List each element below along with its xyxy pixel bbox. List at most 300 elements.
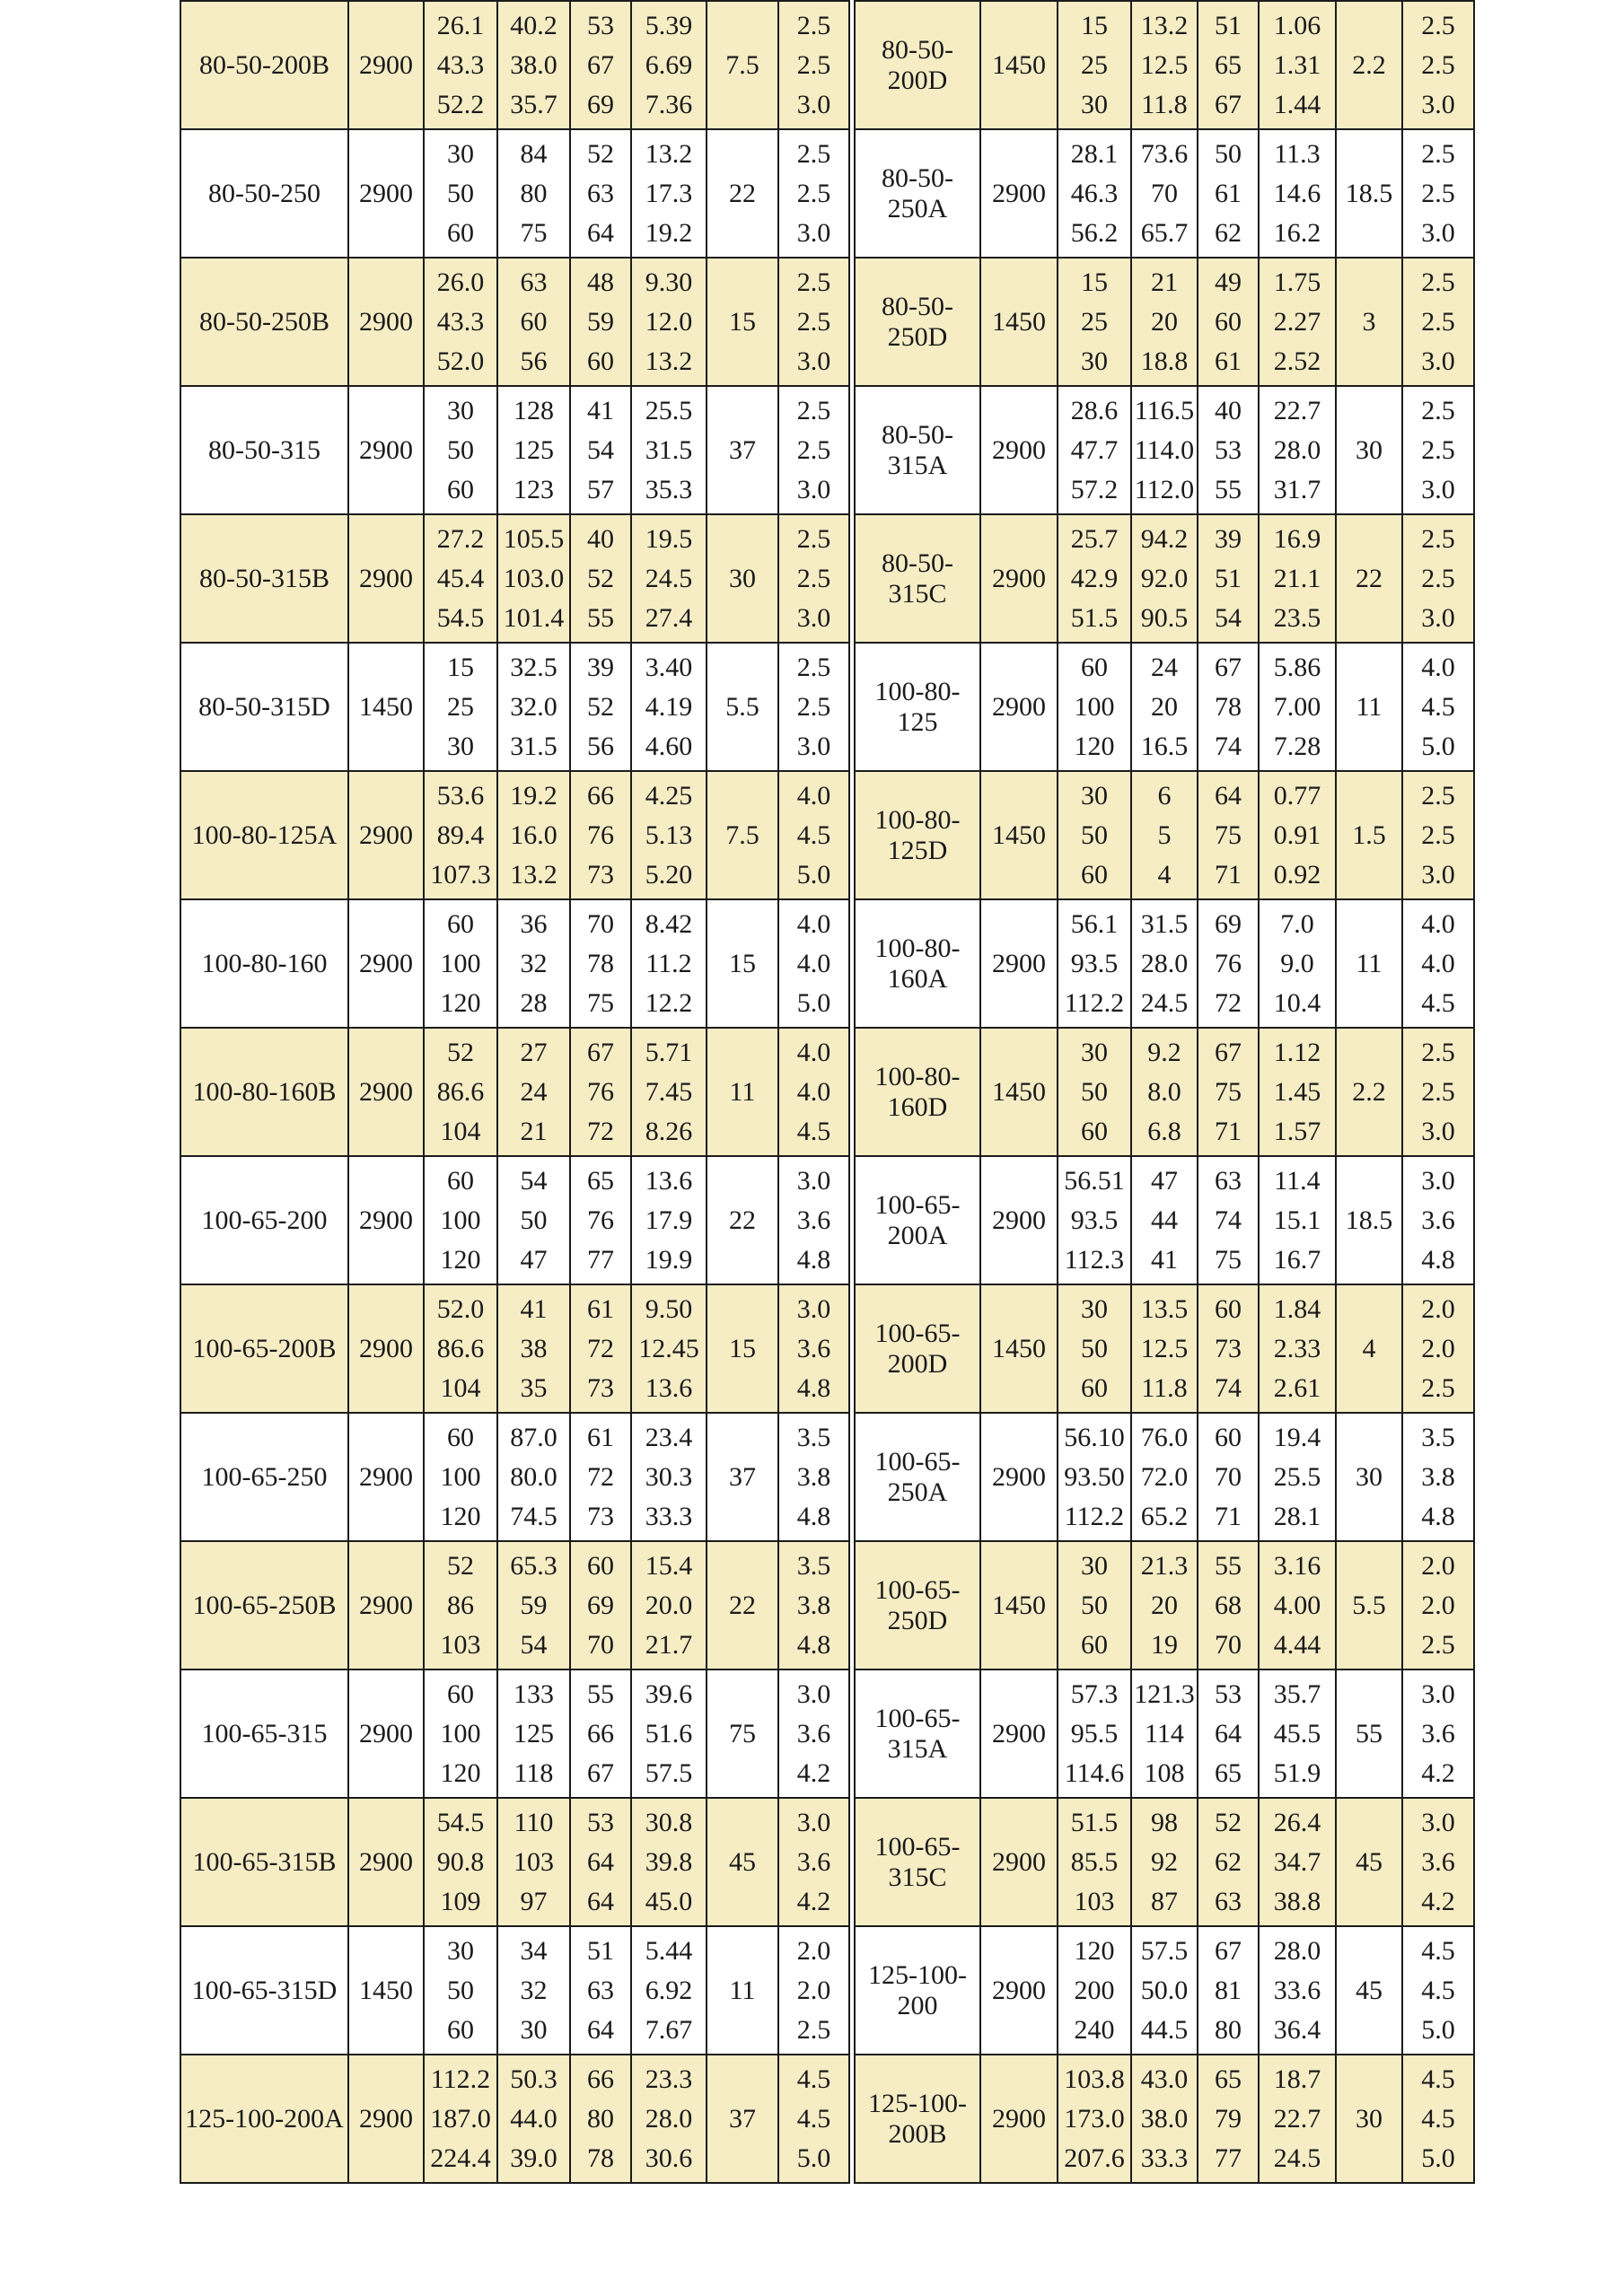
- value-line: 51.9: [1273, 1757, 1321, 1788]
- motor-power-cell: 2.2: [1336, 1, 1402, 129]
- motor-power-cell: 5.5: [707, 643, 778, 771]
- power-cell: [1259, 643, 1336, 771]
- value-line: 60: [1215, 1293, 1242, 1324]
- value-line: 120: [1074, 1935, 1115, 1966]
- value-line: 6.92: [645, 1975, 693, 2005]
- speed-cell: 2900: [348, 1156, 424, 1284]
- value-line: 73: [587, 1501, 614, 1531]
- motor-power-cell: 75: [707, 1669, 778, 1798]
- value-line: 76: [587, 819, 614, 850]
- value-line: 51.5: [1070, 602, 1119, 633]
- value-line: 60: [587, 1550, 614, 1581]
- value-line: 60: [1081, 1116, 1108, 1146]
- value-line: 52: [587, 563, 614, 593]
- value-line: 5: [1157, 819, 1172, 850]
- motor-power-cell: 45: [1336, 1926, 1402, 2055]
- value-line: 30: [447, 395, 474, 425]
- value-line: 40: [587, 523, 614, 554]
- value-line: 2.5: [1421, 1037, 1455, 1067]
- power-cell: [1259, 129, 1336, 258]
- value-line: 3.6: [1421, 1205, 1455, 1235]
- flow-cell: [1058, 386, 1131, 514]
- speed-cell: 2900: [980, 899, 1058, 1028]
- value-line: 100: [440, 1718, 481, 1748]
- table-row: [180, 643, 849, 771]
- value-line: 13.6: [645, 1165, 693, 1196]
- value-line: 6.69: [645, 49, 693, 80]
- value-line: 11.3: [1274, 138, 1321, 169]
- value-line: 43.3: [436, 49, 485, 80]
- value-line: 60: [447, 908, 474, 939]
- value-line: 50.0: [1140, 1975, 1189, 2005]
- value-line: 74.5: [510, 1501, 557, 1531]
- value-line: 17.9: [645, 1205, 693, 1235]
- motor-power-cell: 22: [1336, 514, 1402, 643]
- value-line: 41: [1151, 1244, 1178, 1275]
- model-cell: 100-65-200D: [855, 1284, 980, 1413]
- head-cell: [1131, 1669, 1198, 1798]
- value-line: 105.5: [503, 523, 565, 554]
- table-row: [180, 1926, 849, 2055]
- value-line: 77: [1215, 2143, 1242, 2173]
- value-line: 3.0: [1421, 217, 1455, 248]
- head-cell: [1131, 1156, 1198, 1284]
- value-line: 16.2: [1273, 217, 1321, 248]
- value-line: 12.0: [645, 306, 693, 337]
- value-line: 5.0: [1421, 731, 1455, 761]
- value-line: 4.8: [796, 1372, 831, 1403]
- npsh-cell: [778, 386, 849, 514]
- value-line: 13.6: [645, 1372, 693, 1403]
- head-cell: [1131, 386, 1198, 514]
- efficiency-cell: [570, 771, 631, 899]
- model-cell: 80-50-315: [180, 386, 348, 514]
- pump-table-right-half: [854, 0, 1475, 2184]
- power-cell: [1259, 1926, 1336, 2055]
- value-line: 16.9: [1273, 523, 1321, 554]
- value-line: 104: [440, 1116, 481, 1146]
- table-row: [180, 771, 849, 899]
- value-line: 38: [520, 1333, 548, 1363]
- left-table-body: [180, 1, 849, 2183]
- motor-power-cell: 22: [707, 129, 778, 258]
- value-line: 5.0: [1421, 2143, 1455, 2173]
- speed-cell: 2900: [980, 1926, 1058, 2055]
- value-line: 63: [520, 267, 548, 297]
- motor-power-cell: 7.5: [707, 1, 778, 129]
- flow-cell: [1058, 1413, 1131, 1541]
- value-line: 67: [587, 49, 614, 80]
- value-line: 25: [1081, 49, 1108, 80]
- value-line: 3.16: [1273, 1550, 1321, 1581]
- value-line: 224.4: [430, 2143, 491, 2173]
- value-line: 2.33: [1273, 1333, 1321, 1363]
- motor-power-cell: 2.2: [1336, 1028, 1402, 1156]
- value-line: 60: [1081, 652, 1108, 682]
- right-table-body: [855, 1, 1474, 2183]
- value-line: 60: [1081, 1629, 1108, 1660]
- motor-power-cell: 22: [707, 1156, 778, 1284]
- table-row: [855, 2055, 1474, 2183]
- value-line: 63: [587, 178, 614, 208]
- value-line: 4.19: [645, 691, 693, 722]
- value-line: 95.5: [1070, 1718, 1119, 1748]
- value-line: 116.5: [1134, 395, 1195, 425]
- value-line: 60: [447, 217, 474, 248]
- speed-cell: 1450: [980, 258, 1058, 386]
- model-cell: 100-80-160D: [855, 1028, 980, 1156]
- value-line: 207.6: [1064, 2143, 1125, 2173]
- npsh-cell: [778, 1926, 849, 2055]
- value-line: 50: [447, 178, 474, 208]
- npsh-cell: [1402, 258, 1474, 386]
- value-line: 52: [447, 1037, 474, 1067]
- flow-cell: [1058, 643, 1131, 771]
- value-line: 53: [1215, 434, 1242, 465]
- npsh-cell: [1402, 129, 1474, 258]
- flow-cell: [1058, 1926, 1131, 2055]
- value-line: 3.0: [796, 1807, 831, 1837]
- value-line: 44: [1151, 1205, 1178, 1235]
- value-line: 54: [520, 1165, 548, 1196]
- value-line: 0.77: [1273, 780, 1321, 811]
- efficiency-cell: [1198, 514, 1259, 643]
- value-line: 86.6: [436, 1076, 485, 1107]
- value-line: 92.0: [1140, 563, 1189, 593]
- npsh-cell: [1402, 1028, 1474, 1156]
- flow-cell: [1058, 258, 1131, 386]
- value-line: 80: [1215, 2014, 1242, 2045]
- value-line: 53: [587, 10, 614, 40]
- power-cell: [631, 1798, 707, 1926]
- value-line: 2.5: [1421, 1629, 1455, 1660]
- value-line: 4.0: [796, 908, 831, 939]
- efficiency-cell: [1198, 1284, 1259, 1413]
- value-line: 4.0: [796, 1037, 831, 1067]
- speed-cell: 2900: [980, 1413, 1058, 1541]
- value-line: 4.0: [796, 948, 831, 978]
- speed-cell: 2900: [980, 1669, 1058, 1798]
- table-row: [180, 1156, 849, 1284]
- value-line: 8.26: [645, 1116, 693, 1146]
- value-line: 54.5: [436, 1807, 485, 1837]
- speed-cell: 2900: [348, 514, 424, 643]
- value-line: 45.5: [1273, 1718, 1321, 1748]
- npsh-cell: [1402, 2055, 1474, 2183]
- efficiency-cell: [1198, 1028, 1259, 1156]
- value-line: 36.4: [1273, 2014, 1321, 2045]
- value-line: 4.0: [1421, 948, 1455, 978]
- power-cell: [631, 1284, 707, 1413]
- head-cell: [497, 1413, 570, 1541]
- flow-cell: [1058, 1798, 1131, 1926]
- table-row: [855, 899, 1474, 1028]
- value-line: 19.4: [1273, 1422, 1321, 1452]
- value-line: 4.5: [1421, 691, 1455, 722]
- motor-power-cell: 45: [1336, 1798, 1402, 1926]
- table-row: [855, 1926, 1474, 2055]
- head-cell: [497, 1284, 570, 1413]
- value-line: 65: [1215, 49, 1242, 80]
- table-row: [855, 1028, 1474, 1156]
- value-line: 30: [447, 1935, 474, 1966]
- model-cell: 80-50-315C: [855, 514, 980, 643]
- npsh-cell: [778, 1284, 849, 1413]
- value-line: 14.6: [1273, 178, 1321, 208]
- model-cell: 100-80-160A: [855, 899, 980, 1028]
- value-line: 39.0: [510, 2143, 557, 2173]
- value-line: 62: [1215, 1846, 1242, 1877]
- pump-spec-table: [180, 0, 1475, 2184]
- efficiency-cell: [1198, 1926, 1259, 2055]
- value-line: 86.6: [436, 1333, 485, 1363]
- value-line: 2.5: [1421, 138, 1455, 169]
- head-cell: [497, 1156, 570, 1284]
- value-line: 45.4: [436, 563, 485, 593]
- power-cell: [631, 258, 707, 386]
- table-row: [180, 2055, 849, 2183]
- flow-cell: [1058, 1541, 1131, 1669]
- model-cell: 100-65-200B: [180, 1284, 348, 1413]
- value-line: 52: [587, 138, 614, 169]
- value-line: 90.5: [1140, 602, 1189, 633]
- value-line: 26.0: [436, 267, 485, 297]
- table-row: [855, 386, 1474, 514]
- value-line: 103: [514, 1846, 554, 1877]
- value-line: 120: [440, 1501, 481, 1531]
- value-line: 60: [447, 474, 474, 504]
- value-line: 84: [520, 138, 548, 169]
- value-line: 3.8: [796, 1461, 831, 1492]
- value-line: 3.5: [1421, 1422, 1455, 1452]
- value-line: 4.2: [796, 1886, 831, 1916]
- flow-cell: [424, 514, 497, 643]
- table-row: [180, 514, 849, 643]
- value-line: 187.0: [430, 2103, 491, 2134]
- value-line: 103.8: [1064, 2064, 1125, 2094]
- motor-power-cell: 11: [1336, 643, 1402, 771]
- value-line: 23.3: [645, 2064, 693, 2094]
- head-cell: [497, 2055, 570, 2183]
- value-line: 52: [1215, 1807, 1242, 1837]
- value-line: 100: [440, 1461, 481, 1492]
- value-line: 79: [1215, 2103, 1242, 2134]
- npsh-cell: [1402, 386, 1474, 514]
- value-line: 3.0: [1421, 1116, 1455, 1146]
- value-line: 62: [1215, 217, 1242, 248]
- speed-cell: 2900: [348, 1669, 424, 1798]
- npsh-cell: [1402, 1156, 1474, 1284]
- value-line: 3.6: [1421, 1718, 1455, 1748]
- model-cell: 80-50-200D: [855, 1, 980, 129]
- value-line: 108: [1144, 1757, 1185, 1788]
- value-line: 50.3: [510, 2064, 557, 2094]
- npsh-cell: [778, 258, 849, 386]
- model-cell: 100-65-250B: [180, 1541, 348, 1669]
- motor-power-cell: 15: [707, 899, 778, 1028]
- value-line: 16.0: [510, 819, 557, 850]
- speed-cell: 2900: [980, 386, 1058, 514]
- value-line: 4.8: [796, 1629, 831, 1660]
- value-line: 114.0: [1134, 434, 1195, 465]
- value-line: 76: [587, 1076, 614, 1107]
- speed-cell: 2900: [348, 771, 424, 899]
- value-line: 50: [1215, 138, 1242, 169]
- flow-cell: [1058, 1, 1131, 129]
- value-line: 76.0: [1140, 1422, 1189, 1452]
- value-line: 78: [1215, 691, 1242, 722]
- npsh-cell: [1402, 771, 1474, 899]
- value-line: 2.5: [796, 267, 831, 297]
- efficiency-cell: [1198, 1, 1259, 129]
- value-line: 15.4: [645, 1550, 693, 1581]
- value-line: 2.0: [796, 1975, 831, 2005]
- value-line: 52: [587, 691, 614, 722]
- value-line: 52.0: [436, 346, 485, 376]
- value-line: 120: [1074, 731, 1115, 761]
- value-line: 4.0: [1421, 652, 1455, 682]
- value-line: 72: [1215, 987, 1242, 1018]
- value-line: 3.0: [796, 1678, 831, 1709]
- value-line: 103: [440, 1629, 481, 1660]
- value-line: 69: [1215, 908, 1242, 939]
- value-line: 33.6: [1273, 1975, 1321, 2005]
- model-cell: 125-100-200: [855, 1926, 980, 2055]
- value-line: 92: [1151, 1846, 1178, 1877]
- value-line: 2.5: [796, 563, 831, 593]
- value-line: 93.5: [1070, 1205, 1119, 1235]
- value-line: 55: [587, 1678, 614, 1709]
- table-row: [180, 1, 849, 129]
- value-line: 112.0: [1134, 474, 1195, 504]
- flow-cell: [1058, 129, 1131, 258]
- value-line: 0.91: [1273, 819, 1321, 850]
- value-line: 4.0: [796, 1076, 831, 1107]
- value-line: 34: [520, 1935, 548, 1966]
- value-line: 4.5: [796, 2103, 831, 2134]
- value-line: 2.5: [796, 10, 831, 40]
- motor-power-cell: 22: [707, 1541, 778, 1669]
- value-line: 87: [1151, 1886, 1178, 1916]
- value-line: 4.5: [1421, 2103, 1455, 2134]
- value-line: 24: [520, 1076, 548, 1107]
- value-line: 2.27: [1273, 306, 1321, 337]
- value-line: 10.4: [1273, 987, 1321, 1018]
- npsh-cell: [1402, 1284, 1474, 1413]
- value-line: 60: [520, 306, 548, 337]
- efficiency-cell: [1198, 643, 1259, 771]
- value-line: 1.75: [1273, 267, 1321, 297]
- value-line: 36: [520, 908, 548, 939]
- npsh-cell: [778, 2055, 849, 2183]
- model-cell: 100-65-315B: [180, 1798, 348, 1926]
- power-cell: [1259, 1156, 1336, 1284]
- motor-power-cell: 11: [707, 1926, 778, 2055]
- value-line: 60: [587, 346, 614, 376]
- value-line: 80: [520, 178, 548, 208]
- model-cell: 100-65-315A: [855, 1669, 980, 1798]
- value-line: 44.0: [510, 2103, 557, 2134]
- value-line: 19.2: [510, 780, 557, 811]
- value-line: 2.5: [1421, 49, 1455, 80]
- speed-cell: 1450: [980, 771, 1058, 899]
- flow-cell: [424, 386, 497, 514]
- flow-cell: [424, 1284, 497, 1413]
- value-line: 21.1: [1273, 563, 1321, 593]
- efficiency-cell: [570, 129, 631, 258]
- value-line: 7.0: [1280, 908, 1314, 939]
- value-line: 32.0: [510, 691, 557, 722]
- value-line: 48: [587, 267, 614, 297]
- table-row: [180, 1541, 849, 1669]
- value-line: 56: [520, 346, 548, 376]
- npsh-cell: [778, 1156, 849, 1284]
- value-line: 4.5: [1421, 1935, 1455, 1966]
- value-line: 54: [520, 1629, 548, 1660]
- value-line: 47: [520, 1244, 548, 1275]
- value-line: 74: [1215, 731, 1242, 761]
- value-line: 3.0: [796, 1165, 831, 1196]
- table-row: [180, 1669, 849, 1798]
- value-line: 16.5: [1140, 731, 1189, 761]
- value-line: 2.5: [1421, 434, 1455, 465]
- value-line: 86: [447, 1590, 474, 1620]
- value-line: 71: [1215, 1116, 1242, 1146]
- model-cell: 100-65-315D: [180, 1926, 348, 2055]
- value-line: 67: [1215, 1037, 1242, 1067]
- efficiency-cell: [570, 899, 631, 1028]
- model-cell: 100-80-160B: [180, 1028, 348, 1156]
- value-line: 25.7: [1070, 523, 1119, 554]
- value-line: 120: [440, 1757, 481, 1788]
- value-line: 39: [1215, 523, 1242, 554]
- motor-power-cell: 30: [707, 514, 778, 643]
- motor-power-cell: 18.5: [1336, 1156, 1402, 1284]
- model-cell: 100-65-315: [180, 1669, 348, 1798]
- value-line: 38.8: [1273, 1886, 1321, 1916]
- npsh-cell: [778, 1028, 849, 1156]
- value-line: 13.2: [510, 859, 557, 889]
- value-line: 12.5: [1140, 1333, 1189, 1363]
- value-line: 13.2: [645, 346, 693, 376]
- value-line: 3.40: [645, 652, 693, 682]
- table-row: [855, 771, 1474, 899]
- value-line: 85.5: [1070, 1846, 1119, 1877]
- value-line: 3.0: [1421, 602, 1455, 633]
- flow-cell: [424, 129, 497, 258]
- speed-cell: 1450: [980, 1, 1058, 129]
- value-line: 47.7: [1070, 434, 1119, 465]
- value-line: 72: [587, 1461, 614, 1492]
- value-line: 35.7: [510, 89, 557, 119]
- npsh-cell: [778, 1798, 849, 1926]
- value-line: 75: [520, 217, 548, 248]
- efficiency-cell: [1198, 899, 1259, 1028]
- value-line: 112.2: [430, 2064, 491, 2094]
- value-line: 3.0: [796, 89, 831, 119]
- value-line: 78: [587, 2143, 614, 2173]
- value-line: 75: [1215, 1076, 1242, 1107]
- value-line: 28.0: [1273, 1935, 1321, 1966]
- value-line: 78: [587, 948, 614, 978]
- value-line: 240: [1074, 2014, 1115, 2045]
- speed-cell: 2900: [348, 2055, 424, 2183]
- power-cell: [1259, 258, 1336, 386]
- power-cell: [1259, 1413, 1336, 1541]
- flow-cell: [424, 258, 497, 386]
- efficiency-cell: [1198, 771, 1259, 899]
- value-line: 4.44: [1273, 1629, 1321, 1660]
